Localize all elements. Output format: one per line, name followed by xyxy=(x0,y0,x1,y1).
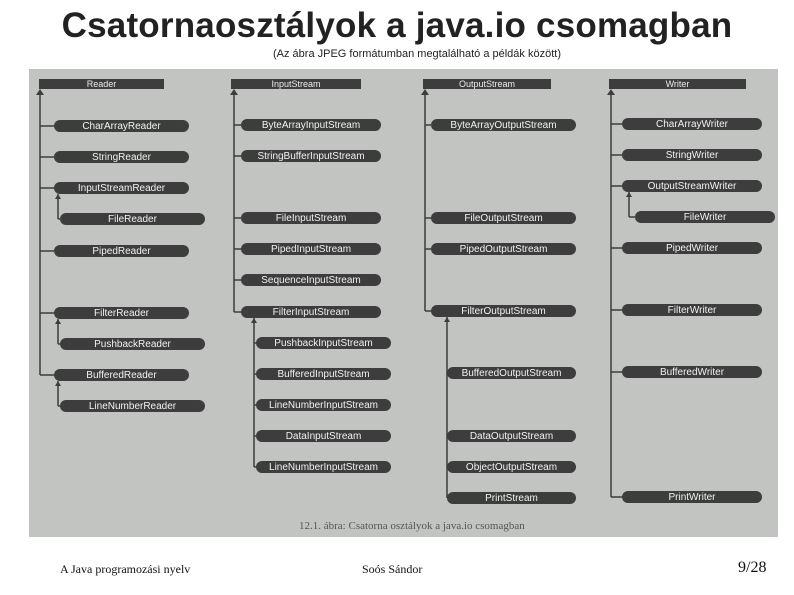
inheritance-arrow xyxy=(55,194,61,199)
inheritance-arrow xyxy=(444,317,450,322)
footer-author: Soós Sándor xyxy=(362,562,423,576)
class-label-piped-output-stream: PipedOutputStream xyxy=(459,244,548,255)
class-label-input-stream-reader: InputStreamReader xyxy=(77,183,166,194)
class-label-file-reader: FileReader xyxy=(108,214,157,225)
figure-caption: 12.1. ábra: Csatorna osztályok a java.io csomagban xyxy=(299,520,525,532)
class-label-string-reader: StringReader xyxy=(92,152,151,163)
slide-title: Csatornaosztályok a java.io csomagban xyxy=(61,6,733,45)
inheritance-arrow xyxy=(55,319,61,324)
class-hierarchy-diagram xyxy=(29,69,778,537)
class-label-char-array-writer: CharArrayWriter xyxy=(655,119,729,130)
class-label-buffered-output-stream: BufferedOutputStream xyxy=(461,368,562,379)
inheritance-arrow xyxy=(626,192,632,197)
class-label-line-number-reader: LineNumberReader xyxy=(88,401,177,412)
class-label-string-buffer-input-stream: StringBufferInputStream xyxy=(257,151,365,162)
class-label-file-writer: FileWriter xyxy=(683,212,727,223)
inheritance-arrow xyxy=(251,318,257,323)
class-label-print-stream: PrintStream xyxy=(485,493,538,504)
inheritance-arrow xyxy=(230,89,238,95)
class-label-char-array-reader: CharArrayReader xyxy=(82,121,161,132)
class-label-pushback-input-stream: PushbackInputStream xyxy=(274,338,373,349)
root-label-input-stream: InputStream xyxy=(271,79,321,89)
class-label-pushback-reader: PushbackReader xyxy=(94,339,171,350)
footer-course-name: A Java programozási nyelv xyxy=(60,562,191,576)
class-label-sequence-input-stream: SequenceInputStream xyxy=(261,275,361,286)
class-label-string-writer: StringWriter xyxy=(665,150,719,161)
slide-subtitle: (Az ábra JPEG formátumban megtalálható a példák között) xyxy=(273,48,561,60)
page-number: 9/28 xyxy=(738,559,767,576)
inheritance-arrow xyxy=(421,89,429,95)
root-label-writer: Writer xyxy=(665,79,690,89)
class-label-line-number-input-stream: LineNumberInputStream xyxy=(269,462,378,473)
class-label-filter-reader: FilterReader xyxy=(93,308,150,319)
class-label-buffered-reader: BufferedReader xyxy=(86,370,157,381)
class-label-line-number-input-stream: LineNumberInputStream xyxy=(269,400,378,411)
class-label-buffered-writer: BufferedWriter xyxy=(659,367,725,378)
class-label-byte-array-output-stream: ByteArrayOutputStream xyxy=(450,120,557,131)
class-label-filter-input-stream: FilterInputStream xyxy=(272,307,350,318)
inheritance-arrow xyxy=(55,381,61,386)
diagram-canvas xyxy=(29,69,778,537)
class-label-object-output-stream: ObjectOutputStream xyxy=(465,462,558,473)
class-label-filter-output-stream: FilterOutputStream xyxy=(461,306,546,317)
root-label-reader: Reader xyxy=(86,79,117,89)
class-label-byte-array-input-stream: ByteArrayInputStream xyxy=(261,120,361,131)
class-label-piped-writer: PipedWriter xyxy=(665,243,719,254)
inheritance-arrow xyxy=(607,89,615,95)
class-label-file-input-stream: FileInputStream xyxy=(275,213,347,224)
class-label-file-output-stream: FileOutputStream xyxy=(464,213,543,224)
class-label-output-stream-writer: OutputStreamWriter xyxy=(647,181,737,192)
class-label-piped-input-stream: PipedInputStream xyxy=(270,244,352,255)
root-label-output-stream: OutputStream xyxy=(458,79,516,89)
class-label-buffered-input-stream: BufferedInputStream xyxy=(277,369,370,380)
class-label-data-output-stream: DataOutputStream xyxy=(469,431,554,442)
class-label-filter-writer: FilterWriter xyxy=(667,305,717,316)
inheritance-arrow xyxy=(36,89,44,95)
class-label-data-input-stream: DataInputStream xyxy=(285,431,362,442)
class-label-piped-reader: PipedReader xyxy=(92,246,151,257)
class-label-print-writer: PrintWriter xyxy=(668,492,716,503)
